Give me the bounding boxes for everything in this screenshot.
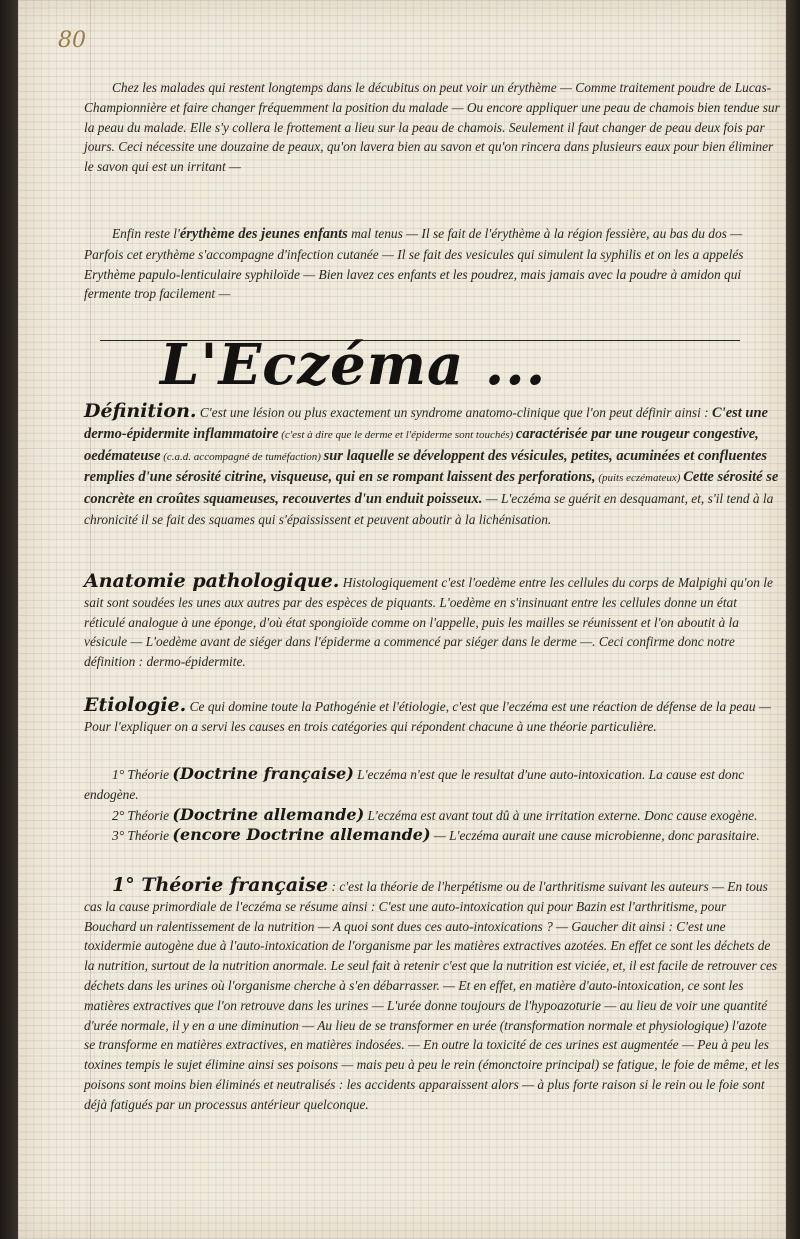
definition-note-2: (c.a.d. accompagné de tuméfaction) bbox=[160, 450, 324, 463]
intro-text-2 bbox=[84, 224, 780, 304]
eczema-title: L'Eczéma ... bbox=[160, 332, 547, 398]
theories-list bbox=[84, 764, 780, 846]
definition-emphasis-3: sur laquelle se développent des vésicules, petites, acuminées et confluentes remplies d'une sérosité citrine, visqueuse, qui en se rompant laissent des perforations, bbox=[84, 447, 768, 486]
theory-2-name: (Doctrine allemande) bbox=[172, 804, 365, 824]
etiologie-text: Ce qui domine toute la Pathogénie et l'étiologie, c'est que l'eczéma est une réaction de défense de la peau — Pour l'expliquer on a servi les causes en trois catégories qui répondent chacune à une théorie particulière. bbox=[84, 699, 771, 734]
etiologie-paragraph bbox=[84, 696, 780, 737]
theorie-francaise-paragraph bbox=[84, 876, 780, 1115]
anatomie-section bbox=[84, 572, 780, 672]
theory-item-3 bbox=[84, 825, 780, 846]
theory-item-2 bbox=[84, 805, 780, 826]
intro-text-1: Chez les malades qui restent longtemps dans le décubitus on peut voir un érythème — Comme traitement poudre de Lucas-Championnière et faire changer fréquemment la position du malade — Ou encore appliquer une peau de chamois bien tendue sur la peau du malade. Elle s'y collera le frottement a lieu sur la peau de chamois. Seulement il faut changer de peau deux fois par jours. Ceci nécessite une douzaine de peaux, qu'on lavera bien au savon et qu'on rincera dans plusieurs eaux pour bien éliminer le savon qui est un irritant — bbox=[84, 80, 780, 175]
theorie-francaise-heading: 1° Théorie française bbox=[112, 874, 329, 896]
definition-heading: Définition. bbox=[84, 400, 197, 422]
theory-3-name: (encore Doctrine allemande) bbox=[172, 825, 431, 845]
book-binding-left bbox=[0, 0, 18, 1239]
theory-3-number: 3° Théorie bbox=[112, 828, 170, 844]
definition-paragraph bbox=[84, 402, 780, 530]
definition-note-1: (c'est à dire que le derme et l'épiderme sont touchés) bbox=[278, 428, 516, 441]
theory-1-number: 1° Théorie bbox=[112, 767, 170, 782]
etiologie-heading: Etiologie. bbox=[84, 694, 187, 716]
definition-note-3: (puits eczémateux) bbox=[595, 472, 684, 485]
theorie-francaise-text: : c'est la théorie de l'herpétisme ou de l'arthritisme suivant les auteurs — En tous cas la cause primordiale de l'eczéma se résume ainsi : C'est une auto-intoxication qui pour Bazin est l'arthritisme, pour Bouchard un ralentissement de la nutrition — A quoi sont dues ces auto-intoxications ? — Gaucher dit ainsi : C'est une toxidermie autogène due à l'auto-intoxication de l'organisme par les matières extractives azotées. En effet ce sont les déchets de la nutrition, surtout de la nutrition anormale. Le seul fait à retenir c'est que la nutrition est viciée, et, il est facile de retrouver ces déchets dans les urines où l'organisme cherche à s'en débarrasser. — Et en effet, en matière d'auto-intoxication, ce sont les matières extractives que l'on retrouve dans les urines — L'urée donne toujours de l'hypoazoturie — au lieu de voir une quantité d'urée normale, il y en a une diminution — Au lieu de se transformer en urée (transformation normale et physiologique) l'azote se transforme en matières extractives, en matières indosées. — En outre la toxicité de ces urines est augmentée — Peu à peu les toxines tempis le sujet élimine ainsi ses poisons — mais peu à peu le rein (émonctoire principal) se fatigue, le foie de même, et les poisons sont moins bien éliminés et neutralisés : les accidents apparaissent alors — à plus forte raison si le rein ou le foie sont déjà fatigués par un processus antérieur quelconque. bbox=[84, 879, 780, 1112]
page-number: 80 bbox=[58, 28, 86, 53]
intro-text-2-end: mal tenus — Il se fait de l'érythème à la région fessière, au bas du dos — Parfois cet erythème s'accompagne d'infection cutanée — Il se fait des vesicules qui simulent la syphilis et on les a appelés Erythème papulo-lenticulaire syphiloïde — Bien lavez ces enfants et les poudrez, mais jamais avec la poudre à amidon qui fermente trop facilement — bbox=[84, 226, 744, 302]
theory-2-number: 2° Théorie bbox=[112, 807, 170, 823]
definition-text-1: C'est une lésion ou plus exactement un syndrome anatomo-clinique que l'on peut définir ainsi : bbox=[196, 405, 712, 420]
intro-emphasis: érythème des jeunes enfants bbox=[179, 226, 348, 242]
definition-text-2: — L'eczéma se guérit en desquamant, et, s'il tend à la chronicité il se fait des squames qui s'épaississent et peuvent aboutir à la lichénisation. bbox=[84, 491, 774, 527]
theory-item-1 bbox=[84, 764, 780, 805]
definition-emphasis-4: Cette sérosité se concrète en croûtes squameuses, recouvertes d'un enduit poisseux. bbox=[84, 469, 779, 508]
theory-3-text: — L'eczéma aurait une cause microbienne, donc parasitaire. bbox=[430, 828, 760, 844]
definition-section bbox=[84, 402, 780, 530]
definition-emphasis-2: caractérisée par une rougeur congestive, oedémateuse bbox=[84, 425, 759, 464]
theory-1-name: (Doctrine française) bbox=[172, 764, 354, 783]
definition-emphasis-1: C'est une dermo-épidermite inflammatoire bbox=[84, 405, 768, 442]
intro-paragraph-1 bbox=[84, 78, 780, 177]
book-binding-right bbox=[786, 0, 800, 1239]
intro-text-2-start: Enfin reste l' bbox=[112, 226, 180, 241]
anatomie-text: Histologiquement c'est l'oedème entre les cellules du corps de Malpighi qu'on le sait sont soudées les unes aux autres par des espèces de piquants. L'oedème en s'insinuant entre les cellules donne un état réticulé analogue à une éponge, d'où état spongioïde comme on l'appelle, puis les mailles se réunissent et l'on aboutit à la vésicule — L'oedème avant de siéger dans l'épiderme a commencé par siéger dans le derme —. Ceci confirme donc notre définition : dermo-épidermite. bbox=[84, 575, 773, 670]
intro-paragraph-2 bbox=[84, 224, 780, 304]
theory-1-text: L'eczéma n'est que le resultat d'une auto-intoxication. La cause est donc endogène. bbox=[84, 767, 745, 802]
anatomie-paragraph bbox=[84, 572, 780, 672]
anatomie-heading: Anatomie pathologique. bbox=[84, 570, 340, 592]
etiologie-section bbox=[84, 696, 780, 737]
theory-2-text: L'eczéma est avant tout dû à une irritation externe. Donc cause exogène. bbox=[364, 807, 758, 823]
theorie-francaise-section bbox=[84, 876, 780, 1115]
